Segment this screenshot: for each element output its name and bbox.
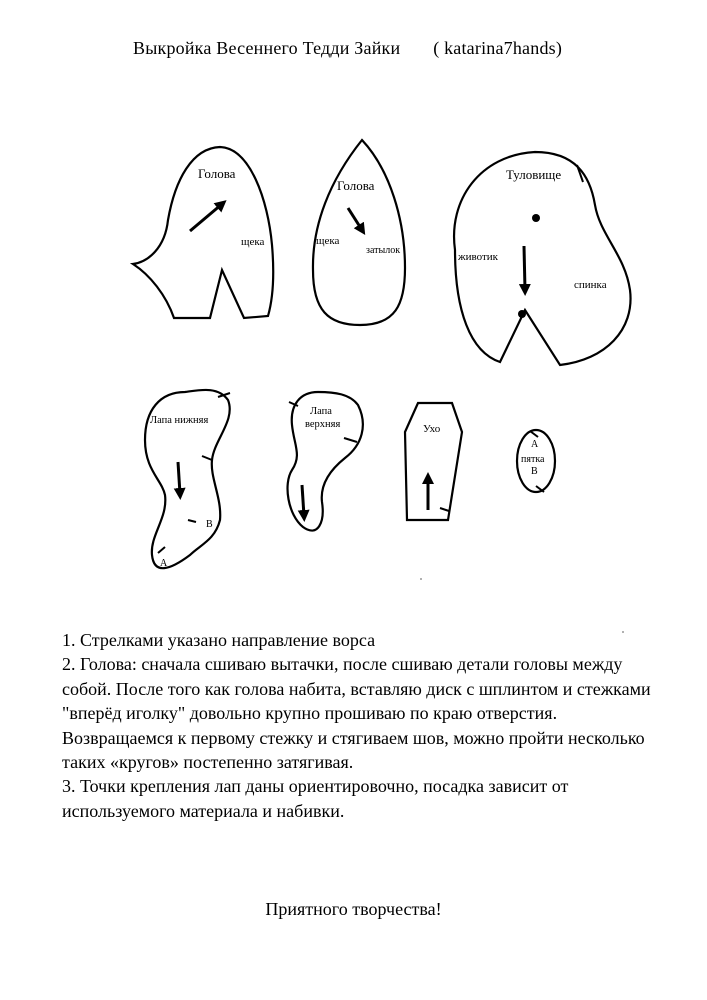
head-side-cheek-label: щека <box>241 236 265 248</box>
joint-point <box>532 214 540 222</box>
nap-arrow <box>178 462 180 494</box>
head-center-label: Голова <box>337 178 375 193</box>
nap-arrow <box>348 208 362 230</box>
nap-arrow <box>302 485 304 516</box>
body-label: Туловище <box>506 167 562 182</box>
body-piece <box>454 152 630 365</box>
notch-mark <box>158 547 165 553</box>
instructions <box>62 628 662 823</box>
nap-arrow <box>524 246 525 290</box>
body-belly-label: животик <box>458 251 498 263</box>
heel-mark-b: B <box>531 466 538 477</box>
upper-arm-label-line2: верхняя <box>305 419 341 430</box>
head-side-label: Голова <box>198 166 236 181</box>
ear-piece <box>405 403 462 520</box>
nap-arrow <box>190 204 222 231</box>
instruction-item: 1. Стрелками указано направление ворса <box>62 630 376 650</box>
head-center-back-label: затылок <box>366 245 401 256</box>
notch-mark <box>440 508 449 511</box>
head-center-piece <box>313 140 405 325</box>
body-back-label: спинка <box>574 279 607 291</box>
heel-piece <box>517 430 555 492</box>
notch-mark <box>530 431 538 437</box>
lower-leg-piece <box>145 390 230 569</box>
paper-speck <box>622 631 624 633</box>
instruction-item: 3. Точки крепления лап даны ориентировочно, посадка зависит от используемого материала и набивки. <box>62 776 569 821</box>
page-title: Выкройка Весеннего Тедди Зайки ( katarina7hands) <box>133 38 563 58</box>
head-side-piece <box>133 147 273 318</box>
upper-arm-piece <box>288 392 363 531</box>
heel-label: пятка <box>521 454 545 465</box>
heel-mark-a: A <box>531 439 539 450</box>
ear-label: Ухо <box>423 423 441 435</box>
lower-leg-mark-a: A <box>160 558 168 569</box>
upper-arm-label-line1: Лапа <box>310 406 332 417</box>
head-center-cheek-label: щека <box>316 235 340 247</box>
notch-mark <box>202 456 212 460</box>
closing-text: Приятного творчества! <box>265 899 442 919</box>
paper-speck <box>420 578 422 580</box>
notch-mark <box>344 438 357 442</box>
joint-point <box>518 310 526 318</box>
instruction-item: 2. Голова: сначала сшиваю вытачки, после сшиваю детали головы между собой. После того как голова набита, вставляю диск с шплинтом и стежками "вперёд иголку" довольно крупно прошиваю по краю отверстия. Возвращаемся к первому стежку и стягиваем шов, можно пройти несколько таких «кругов» постепенно затягивая. <box>62 654 651 773</box>
lower-leg-label: Лапа нижняя <box>150 415 209 426</box>
notch-mark <box>188 520 196 522</box>
lower-leg-mark-b: B <box>206 519 213 530</box>
